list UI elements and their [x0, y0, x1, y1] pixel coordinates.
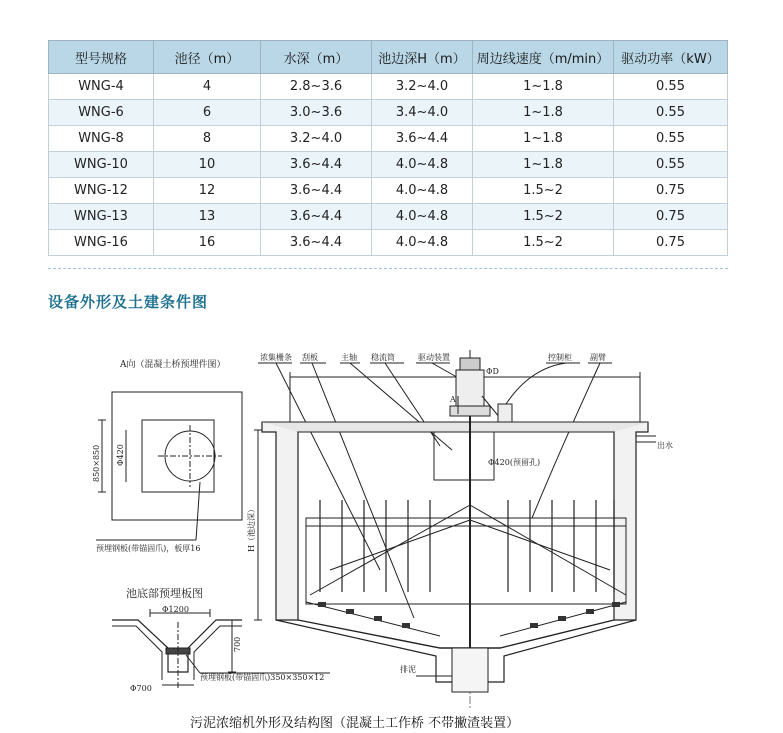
tank-wall-left	[262, 422, 298, 620]
label-main-shaft: 主轴	[341, 353, 357, 362]
cell-power: 0.75	[614, 204, 728, 230]
table-row	[49, 178, 728, 204]
label-scraper: 刮板	[302, 353, 318, 362]
drive-unit	[456, 370, 484, 406]
table-row	[49, 126, 728, 152]
cell-diameter: 10	[154, 152, 261, 178]
phi420-hole-label: Φ420(预留孔)	[488, 458, 541, 467]
tank-floor	[298, 620, 614, 648]
cell-diameter: 8	[154, 126, 261, 152]
cell-speed: 1~1.8	[473, 126, 614, 152]
section-title: 设备外形及土建条件图	[48, 293, 209, 311]
cell-power: 0.75	[614, 178, 728, 204]
dim-1200-label: Φ1200	[162, 605, 189, 614]
label-drive-unit: 驱动装置	[418, 353, 450, 362]
label-auxiliary-arm: 副臂	[590, 353, 606, 362]
view-a-title: A向（混凝土桥预埋件图）	[120, 360, 226, 370]
table-header-row	[49, 41, 728, 74]
cell-power: 0.55	[614, 126, 728, 152]
cell-speed: 1~1.8	[473, 74, 614, 100]
cell-diameter: 13	[154, 204, 261, 230]
cell-water-depth: 3.6~4.4	[261, 230, 372, 256]
table-row	[49, 100, 728, 126]
stilling-well	[434, 432, 494, 480]
dim-700-vertical: 700	[233, 636, 242, 652]
cell-model: WNG-13	[49, 204, 154, 230]
cell-edge-depth: 4.0~4.8	[372, 178, 473, 204]
cell-model: WNG-10	[49, 152, 154, 178]
cell-water-depth: 3.6~4.4	[261, 178, 372, 204]
cell-edge-depth: 3.4~4.0	[372, 100, 473, 126]
drain-label: 排泥	[400, 665, 416, 674]
table-row	[49, 74, 728, 100]
cell-model: WNG-12	[49, 178, 154, 204]
label-control-cabinet: 控制柜	[548, 353, 572, 362]
cell-speed: 1.5~2	[473, 178, 614, 204]
control-cabinet	[498, 404, 512, 424]
header-speed: 周边线速度（m/min）	[473, 41, 614, 74]
cell-power: 0.75	[614, 230, 728, 256]
header-model: 型号规格	[49, 41, 154, 74]
concrete-bridge	[262, 422, 648, 432]
table-row	[49, 230, 728, 256]
label-concentration-grid: 浓集栅条	[260, 353, 292, 362]
cell-model: WNG-4	[49, 74, 154, 100]
engineering-drawing	[0, 330, 783, 710]
cell-water-depth: 3.6~4.4	[261, 204, 372, 230]
figure-caption: 污泥浓缩机外形及结构图（混凝土工作桥 不带撇渣装置）	[190, 716, 520, 731]
cell-model: WNG-6	[49, 100, 154, 126]
sludge-pit	[452, 648, 488, 692]
table-row	[49, 152, 728, 178]
spec-table	[48, 40, 728, 256]
cell-diameter: 16	[154, 230, 261, 256]
cell-speed: 1.5~2	[473, 230, 614, 256]
cell-water-depth: 3.6~4.4	[261, 152, 372, 178]
cell-model: WNG-8	[49, 126, 154, 152]
cell-edge-depth: 4.0~4.8	[372, 230, 473, 256]
cell-water-depth: 3.0~3.6	[261, 100, 372, 126]
cell-power: 0.55	[614, 152, 728, 178]
header-edge-depth: 池边深H（m）	[372, 41, 473, 74]
arrow-a-label: A	[450, 395, 456, 404]
cell-diameter: 12	[154, 178, 261, 204]
cell-edge-depth: 3.2~4.0	[372, 74, 473, 100]
dim-850-label: 850×850	[92, 444, 101, 482]
cell-edge-depth: 4.0~4.8	[372, 204, 473, 230]
cell-speed: 1.5~2	[473, 204, 614, 230]
tank-wall-right	[614, 422, 648, 620]
cell-diameter: 6	[154, 100, 261, 126]
section-divider	[48, 268, 728, 269]
cell-edge-depth: 4.0~4.8	[372, 152, 473, 178]
header-water-depth: 水深（m）	[261, 41, 372, 74]
header-power: 驱动功率（kW）	[614, 41, 728, 74]
dim-420-label: Φ420	[116, 444, 125, 466]
outlet-label: 出水	[657, 441, 673, 450]
cell-power: 0.55	[614, 74, 728, 100]
phi-d-label: ΦD	[486, 367, 499, 376]
cell-model: WNG-16	[49, 230, 154, 256]
bottom-plate-note: 预埋钢板(带锚固爪)350×350×12	[200, 673, 325, 682]
cell-edge-depth: 3.6~4.4	[372, 126, 473, 152]
cell-water-depth: 2.8~3.6	[261, 74, 372, 100]
h-label: H（池边深）	[247, 505, 256, 552]
plate-note: 预埋钢板(带锚固爪)，板厚16	[96, 544, 201, 553]
bottom-plate-title: 池底部预埋板图	[126, 587, 203, 600]
table-row	[49, 204, 728, 230]
cell-speed: 1~1.8	[473, 100, 614, 126]
cell-water-depth: 3.2~4.0	[261, 126, 372, 152]
dim-700-label: Φ700	[130, 684, 152, 693]
embedded-plate-outline	[112, 392, 242, 520]
cell-diameter: 4	[154, 74, 261, 100]
cell-power: 0.55	[614, 100, 728, 126]
label-stilling-well: 稳流筒	[371, 353, 395, 362]
cell-speed: 1~1.8	[473, 152, 614, 178]
header-diameter: 池径（m）	[154, 41, 261, 74]
